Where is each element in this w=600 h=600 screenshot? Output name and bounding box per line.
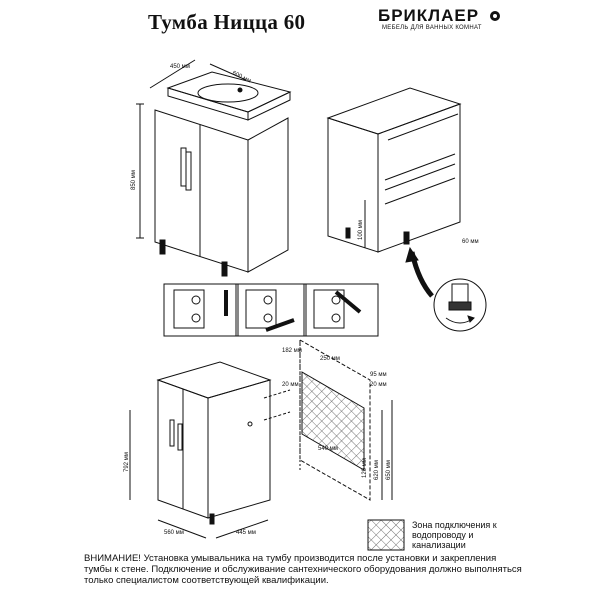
- leg-height-dimension: 100 мм: [358, 220, 364, 240]
- connection-zone-legend-swatch: [368, 520, 404, 550]
- zone-dimension-3: 95 мм: [370, 372, 387, 378]
- cabinet-depth-dimension: 560 мм: [164, 530, 184, 536]
- cabinet-frame-view: [328, 88, 460, 252]
- cabinet-installation-view: [130, 362, 270, 538]
- zone-dimension-1: 182 мм: [282, 348, 302, 354]
- brand-tagline: МЕБЕЛЬ ДЛЯ ВАННЫХ КОМНАТ: [382, 25, 482, 31]
- depth-dimension: 600 мм: [231, 70, 252, 85]
- cabinet-height-dimension: 792 мм: [124, 452, 130, 472]
- page-title: Тумба Ницца 60: [148, 10, 306, 34]
- leg-offset-dimension: 60 мм: [462, 239, 479, 245]
- zone-dimension-7: 120 мм: [362, 458, 368, 478]
- zone-dimension-2: 250 мм: [320, 356, 340, 362]
- height-dimension: 850 мм: [131, 170, 137, 190]
- connection-zone-legend-label: Зона подключения к водопроводу и канализации: [412, 520, 497, 550]
- cabinet-with-sink-view: [136, 60, 290, 276]
- leg-adjust-detail: [434, 279, 486, 331]
- installation-warning: ВНИМАНИЕ! Установка умывальника на тумбу производится после установки и закрепления тумбы к стене. Подключение и обслуживание сантехнического оборудования должно выполняться только специалистом соответствующей квалификации.: [84, 553, 522, 586]
- zone-dimension-8: 620 мм: [374, 460, 380, 480]
- hinge-adjustment-steps: [164, 284, 378, 336]
- zone-dimension-5: 20 мм: [370, 382, 387, 388]
- width-dimension: 450 мм: [170, 64, 190, 70]
- zone-dimension-9: 650 мм: [386, 460, 392, 480]
- cabinet-width-dimension: 445 мм: [236, 530, 256, 536]
- zone-dimension-4: 20 мм: [282, 382, 299, 388]
- zone-dimension-6: 540 мм: [318, 446, 338, 452]
- brand-name: БРИКЛАЕР: [378, 6, 480, 25]
